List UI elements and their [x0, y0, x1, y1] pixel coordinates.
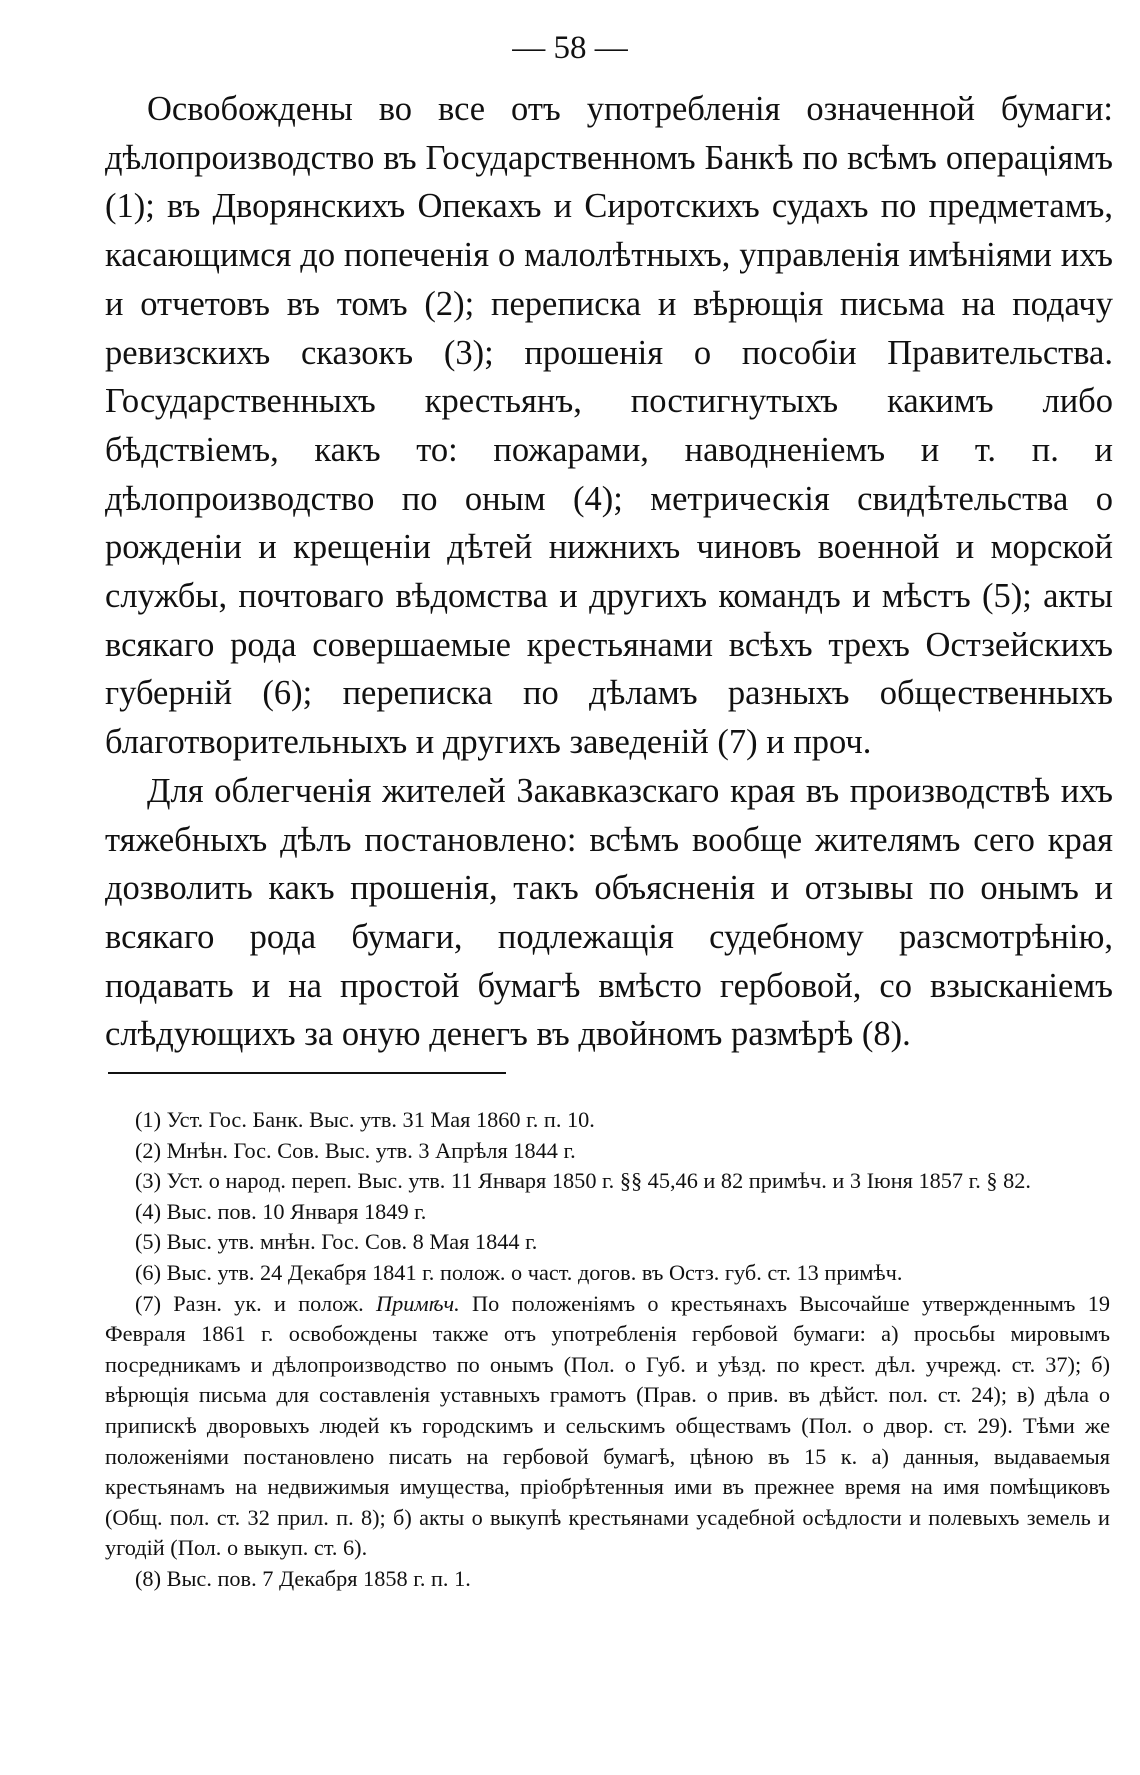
footnote-6: (6) Выс. утв. 24 Декабря 1841 г. полож. о част. догов. въ Остз. губ. ст. 13 примѣч.	[135, 1259, 903, 1285]
paragraph-exemptions: Освобождены во все отъ употребленія означенной бумаги: дѣлопроизводство въ Государственномъ Банкѣ по всѣмъ операціямъ (1); въ Дворянскихъ Опекахъ и Сиротскихъ судахъ по предметамъ, касающимся до попеченія о малолѣтныхъ, управленія имѣніями ихъ и отчетовъ въ томъ (2); переписка и вѣрющія письма на подачу ревизскихъ сказокъ (3); прошенія о пособіи Правительства. Государственныхъ крестьянъ, постигнутыхъ какимъ либо бѣдствіемъ, какъ то: пожарами, наводненіемъ и т. п. и дѣлопроизводство по оным (4); метрическія свидѣтельства о рожденіи и крещеніи дѣтей нижнихъ чиновъ военной и морской службы, почтоваго вѣдомства и другихъ командъ и мѣстъ (5); акты всякаго рода совершаемые крестьянами всѣхъ трехъ Остзейскихъ губерній (6); переписка по дѣламъ разныхъ общественныхъ благотворительныхъ и другихъ заведеній (7) и проч.	[105, 90, 1113, 762]
page-number: — 58 —	[512, 30, 628, 66]
paragraph-transcaucasia: Для облегченія жителей Закавказскаго края въ производствѣ ихъ тяжебныхъ дѣлъ постановлено: всѣмъ вообще жителямъ сего края дозволить какъ прошенія, такъ объясненія и отзывы по онымъ и всякаго рода бумаги, подлежащія судебному разсмотрѣнію, подавать и на простой бумагѣ вмѣсто гербовой, со взысканіемъ слѣдующихъ за оную денегъ въ двойномъ размѣрѣ (8).	[105, 771, 1113, 1054]
footnote-7-body: По положеніямъ о крестьянахъ Высочайше утвержденнымъ 19 Февраля 1861 г. освобождены также отъ употребленія гербовой бумаги: а) просьбы мировымъ посредникамъ и дѣлопроизводство по онымъ (Пол. о Губ. и уѣзд. по крест. дѣл. учрежд. ст. 37); б) вѣрющія письма для составленія уставныхъ грамотъ (Прав. о прив. въ дѣйст. пол. ст. 24); в) дѣла о припискѣ дворовыхъ людей къ городскимъ и сельскимъ обществамъ (Пол. о двор. ст. 29). Тѣми же положеніями постановлено писать на гербовой бумагѣ, цѣною въ 15 к. а) данныя, выдаваемыя крестьянамъ на недвижимыя имущества, пріобрѣтенныя ими въ прежнее время на имя помѣщиковъ (Общ. пол. ст. 32 прил. п. 8); б) акты о выкупѣ крестьянами усадебной осѣдлости и полевыхъ земель и угодій (Пол. о выкуп. ст. 6).	[105, 1290, 1111, 1561]
footnote-1: (1) Уст. Гос. Банк. Выс. утв. 31 Мая 1860 г. п. 10.	[135, 1107, 595, 1132]
footnote-8: (8) Выс. пов. 7 Декабря 1858 г. п. 1.	[135, 1565, 471, 1591]
main-text	[105, 85, 1113, 1059]
footnote-2: (2) Мнѣн. Гос. Сов. Выс. утв. 3 Апрѣля 1844 г.	[135, 1137, 576, 1163]
footnote-5: (5) Выс. утв. мнѣн. Гос. Сов. 8 Мая 1844 г.	[135, 1229, 538, 1255]
footnote-3: (3) Уст. о народ. переп. Выс. утв. 11 Января 1850 г. §§ 45,46 и 82 примѣч. и 3 Іюня 1857 г. § 82.	[135, 1168, 1032, 1194]
footnote-divider	[108, 1072, 506, 1074]
footnote-7	[105, 1289, 1110, 1564]
footnote-7-note-label: Примѣч.	[376, 1290, 460, 1316]
footnote-4: (4) Выс. пов. 10 Января 1849 г.	[135, 1198, 427, 1224]
footnote-7-ref: (7) Разн. ук. и полож.	[135, 1290, 364, 1316]
footnotes	[105, 1105, 1110, 1595]
